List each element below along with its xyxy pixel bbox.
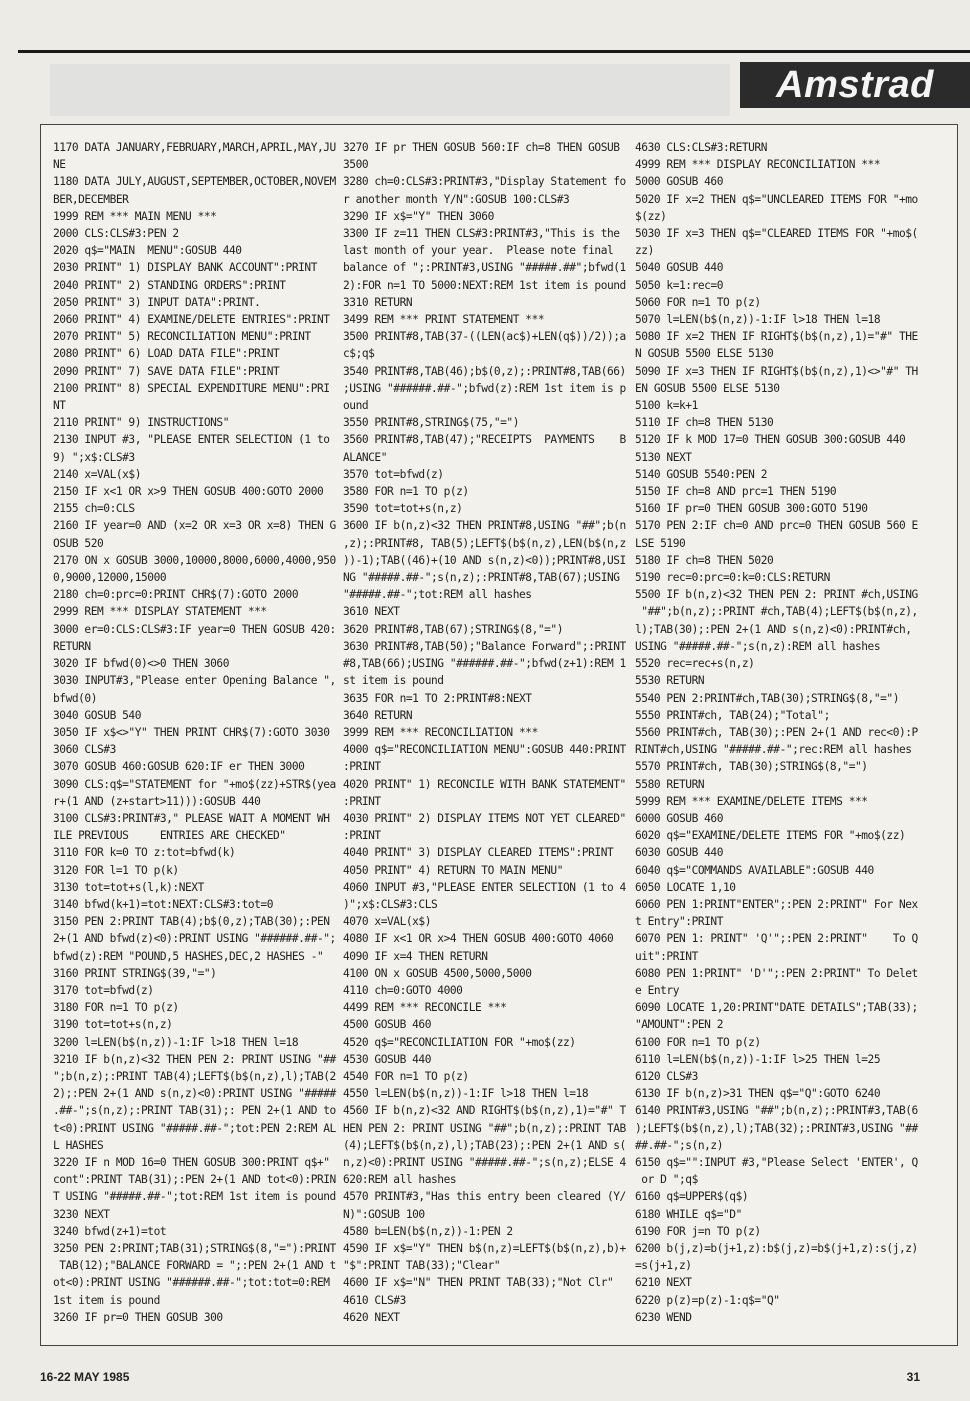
code-line: 3060 CLS#3 (53, 743, 116, 757)
code-line: 4080 IF x<1 OR x>4 THEN GOSUB 400:GOTO 4060 (343, 932, 614, 946)
code-line: 2150 IF x<1 OR x>9 THEN GOSUB 400:GOTO 2000 (53, 485, 324, 499)
code-line: 5040 GOSUB 440 (635, 261, 723, 275)
code-line: 3160 PRINT STRING$(39,"=") (53, 966, 217, 980)
code-line: 6180 WHILE q$="D" (635, 1207, 742, 1221)
code-line: 2);:PEN 2+(1 AND s(n,z)<0):PRINT USING "##### (53, 1087, 336, 1101)
code-line: 4550 l=LEN(b$(n,z))-1:IF l>18 THEN l=18 (343, 1087, 589, 1101)
code-line: L HASHES (53, 1138, 104, 1152)
code-line: 4050 PRINT" 4) RETURN TO MAIN MENU" (343, 863, 563, 877)
code-line: 2180 ch=0:prc=0:PRINT CHR$(7):GOTO 2000 (53, 588, 299, 602)
code-line: 3500 (343, 158, 369, 172)
code-line: 5160 IF pr=0 THEN GOSUB 300:GOTO 5190 (635, 502, 868, 516)
code-line: ;USING "######.##-";bfwd(z):REM 1st item is p (343, 381, 626, 395)
code-line: 3020 IF bfwd(0)<>0 THEN 3060 (53, 657, 229, 671)
code-line: 6200 b(j,z)=b(j+1,z):b$(j,z)=b$(j+1,z):s(j,z) (635, 1242, 918, 1255)
code-line: (4);LEFT$(b$(n,z),l);TAB(23);:PEN 2+(1 AND s( (343, 1138, 626, 1152)
code-line: 6050 LOCATE 1,10 (635, 880, 736, 894)
code-line: 3260 IF pr=0 THEN GOSUB 300 (53, 1310, 223, 1324)
code-line: uit":PRINT (635, 949, 698, 963)
code-line: 5030 IF x=3 THEN q$="CLEARED ITEMS FOR "+mo$( (635, 227, 918, 241)
code-line: "##";b(n,z);:PRINT #ch,TAB(4);LEFT$(b$(n,z), (635, 605, 918, 619)
code-line: 2130 INPUT #3, "PLEASE ENTER SELECTION (1 to (53, 433, 330, 447)
code-line: 1180 DATA JULY,AUGUST,SEPTEMBER,OCTOBER,NOVEM (53, 175, 336, 189)
code-line: 0,9000,12000,15000 (53, 571, 167, 585)
code-line: 3310 RETURN (343, 295, 413, 309)
code-line: 3590 tot=tot+s(n,z) (343, 502, 463, 516)
code-line: ))-1);TAB((46)+(10 AND s(n,z)<0));PRINT#8,USI (343, 553, 626, 567)
page-number: 31 (906, 1370, 920, 1384)
code-line: 3540 PRINT#8,TAB(46);b$(0,z);:PRINT#8,TAB(66) (343, 364, 626, 378)
code-line: 3000 er=0:CLS:CLS#3:IF year=0 THEN GOSUB 420: (53, 622, 336, 636)
code-line: BER,DECEMBER (53, 192, 129, 206)
code-line: 6190 FOR j=n TO p(z) (635, 1224, 761, 1238)
code-line: 4630 CLS:CLS#3:RETURN (635, 141, 767, 154)
code-line: 5570 PRINT#ch, TAB(30);STRING$(8,"=") (635, 760, 868, 774)
code-line: 3050 IF x$<>"Y" THEN PRINT CHR$(7):GOTO 3030 (53, 725, 330, 739)
code-line: RETURN (53, 639, 91, 653)
code-line: cont":PRINT TAB(31);:PEN 2+(1 AND tot<0):PRIN (53, 1173, 336, 1187)
code-line: T USING "#####.##-";tot:REM 1st item is pound (53, 1190, 336, 1204)
code-line: 4530 GOSUB 440 (343, 1052, 431, 1066)
code-line: 3610 NEXT (343, 605, 400, 619)
code-line: 6080 PEN 1:PRINT" 'D'";:PEN 2:PRINT" To Delet (635, 966, 918, 980)
code-line: 2050 PRINT" 3) INPUT DATA":PRINT. (53, 295, 261, 309)
code-line: 6030 GOSUB 440 (635, 846, 723, 860)
code-line: 5070 l=LEN(b$(n,z))-1:IF l>18 THEN l=18 (635, 313, 881, 327)
code-line: 4560 IF b(n,z)<32 AND RIGHT$(b$(n,z),1)="#" T (343, 1104, 626, 1118)
code-line: 4610 CLS#3 (343, 1293, 406, 1307)
code-line: 3640 RETURN (343, 708, 413, 722)
code-line: 2020 q$="MAIN MENU":GOSUB 440 (53, 244, 242, 258)
code-line: EN GOSUB 5500 ELSE 5130 (635, 381, 780, 395)
code-line: 5530 RETURN (635, 674, 705, 688)
code-line: 4600 IF x$="N" THEN PRINT TAB(33);"Not Clr" (343, 1276, 614, 1290)
code-line: 2155 ch=0:CLS (53, 502, 135, 516)
code-line: 3280 ch=0:CLS#3:PRINT#3,"Display Statement fo (343, 175, 626, 189)
code-line: 5180 IF ch=8 THEN 5020 (635, 553, 774, 567)
code-line: 4590 IF x$="Y" THEN b$(n,z)=LEFT$(b$(n,z),b)+ (343, 1242, 626, 1255)
code-line: 3100 CLS#3:PRINT#3," PLEASE WAIT A MOMENT WH (53, 811, 330, 825)
code-line: 3210 IF b(n,z)<32 THEN PEN 2: PRINT USING "## (53, 1052, 336, 1066)
code-line: 4500 GOSUB 460 (343, 1018, 431, 1032)
faded-header-band (50, 64, 730, 116)
code-line: 6140 PRINT#3,USING "##";b(n,z);:PRINT#3,TAB(6 (635, 1104, 918, 1118)
code-line: 2040 PRINT" 2) STANDING ORDERS":PRINT (53, 278, 286, 292)
code-line: N GOSUB 5500 ELSE 5130 (635, 347, 774, 361)
code-line: $(zz) (635, 209, 667, 223)
code-line: 5020 IF x=2 THEN q$="UNCLEARED ITEMS FOR "+mo (635, 192, 918, 206)
code-line: 3120 FOR l=1 TO p(k) (53, 863, 179, 877)
code-line: 5060 FOR n=1 TO p(z) (635, 295, 761, 309)
code-line: ALANCE" (343, 450, 387, 464)
code-line: 6060 PEN 1:PRINT"ENTER";:PEN 2:PRINT" For Nex (635, 897, 918, 911)
code-line: ot<0):PRINT USING "######.##-";tot:tot=0:REM (53, 1276, 330, 1290)
code-line: 5000 GOSUB 460 (635, 175, 723, 189)
program-listing (40, 124, 958, 1346)
code-line: 5520 rec=rec+s(n,z) (635, 657, 755, 671)
code-line: 4060 INPUT #3,"PLEASE ENTER SELECTION (1 to 4 (343, 880, 626, 894)
code-line: t<0):PRINT USING "#####.##-";tot:PEN 2:REM AL (53, 1121, 336, 1135)
code-line: 6160 q$=UPPER$(q$) (635, 1190, 749, 1204)
code-line: 4020 PRINT" 1) RECONCILE WITH BANK STATEMENT" (343, 777, 626, 791)
code-line: zz) (635, 244, 654, 258)
code-line: );LEFT$(b$(n,z),l);TAB(32);:PRINT#3,USING "## (635, 1121, 918, 1135)
code-line: "$":PRINT TAB(33);"Clear" (343, 1259, 501, 1273)
code-line: 3290 IF x$="Y" THEN 3060 (343, 209, 494, 223)
code-line: HEN PEN 2: PRINT USING "##";b(n,z);:PRINT TAB (343, 1121, 626, 1135)
code-line: 5090 IF x=3 THEN IF RIGHT$(b$(n,z),1)<>"#" TH (635, 364, 918, 378)
code-line: c$;q$ (343, 347, 375, 361)
code-line: 3130 tot=tot+s(l,k):NEXT (53, 880, 204, 894)
code-line: 6070 PEN 1: PRINT" 'Q'";:PEN 2:PRINT" To Q (635, 932, 918, 946)
code-line: 5560 PRINT#ch, TAB(30);:PEN 2+(1 AND rec<0):P (635, 725, 918, 739)
code-line: 5500 IF b(n,z)<32 THEN PEN 2: PRINT #ch,USING (635, 588, 918, 602)
code-line: )";x$:CLS#3:CLS (343, 897, 438, 911)
code-line: 2060 PRINT" 4) EXAMINE/DELETE ENTRIES":PRINT (53, 313, 330, 327)
code-line: r+(1 AND (z+start>11))):GOSUB 440 (53, 794, 261, 808)
code-line: 4580 b=LEN(b$(n,z))-1:PEN 2 (343, 1224, 513, 1238)
code-line: 3630 PRINT#8,TAB(50);"Balance Forward";:PRINT (343, 639, 626, 653)
code-line: bfwd(0) (53, 691, 97, 705)
code-line: 5150 IF ch=8 AND prc=1 THEN 5190 (635, 485, 837, 499)
code-line: 6110 l=LEN(b$(n,z))-1:IF l>25 THEN l=25 (635, 1052, 881, 1066)
code-line: 5130 NEXT (635, 450, 692, 464)
code-line: N)":GOSUB 100 (343, 1207, 425, 1221)
code-line: 5140 GOSUB 5540:PEN 2 (635, 467, 767, 481)
code-line: 5110 IF ch=8 THEN 5130 (635, 416, 774, 430)
listing-column-1 (53, 139, 343, 1326)
code-line: 5050 k=1:rec=0 (635, 278, 723, 292)
code-line: 5190 rec=0:prc=0:k=0:CLS:RETURN (635, 571, 830, 585)
code-line: 3190 tot=tot+s(n,z) (53, 1018, 173, 1032)
code-line: last month of your year. Please note final (343, 244, 614, 258)
code-line: 3230 NEXT (53, 1207, 110, 1221)
code-line: balance of ";:PRINT#3,USING "#####.##";bfwd(1 (343, 261, 626, 275)
issue-date: 16-22 MAY 1985 (40, 1370, 130, 1384)
code-line: :PRINT (343, 794, 381, 808)
code-line: 3250 PEN 2:PRINT;TAB(31);STRING$(8,"="):PRINT (53, 1242, 336, 1255)
listing-column-3 (635, 139, 947, 1326)
code-line: n,z)<0):PRINT USING "#####.##-";s(n,z);ELSE 4 (343, 1155, 626, 1169)
code-line: 3170 tot=bfwd(z) (53, 983, 154, 997)
code-line: 3620 PRINT#8,TAB(67);STRING$(8,"=") (343, 622, 563, 636)
code-line: OSUB 520 (53, 536, 104, 550)
code-line: 4499 REM *** RECONCILE *** (343, 1001, 507, 1015)
code-line: 1170 DATA JANUARY,FEBRUARY,MARCH,APRIL,MAY,JU (53, 141, 336, 154)
code-line: 5170 PEN 2:IF ch=0 AND prc=0 THEN GOSUB 560 E (635, 519, 918, 533)
code-line: 1st item is pound (53, 1293, 160, 1307)
code-line: 4520 q$="RECONCILIATION FOR "+mo$(zz) (343, 1035, 576, 1049)
code-line: 5540 PEN 2:PRINT#ch,TAB(30);STRING$(8,"=") (635, 691, 899, 705)
code-line: r another month Y/N":GOSUB 100:CLS#3 (343, 192, 570, 206)
code-line: :PRINT (343, 760, 381, 774)
code-line: or D ";q$ (635, 1173, 698, 1187)
code-line: 5550 PRINT#ch, TAB(24);"Total"; (635, 708, 830, 722)
code-line: RINT#ch,USING "#####.##-";rec:REM all hashes (635, 743, 912, 757)
code-line: 4030 PRINT" 2) DISPLAY ITEMS NOT YET CLEARED" (343, 811, 626, 825)
code-line: 3499 REM *** PRINT STATEMENT *** (343, 313, 545, 327)
code-line: 2070 PRINT" 5) RECONCILIATION MENU":PRINT (53, 330, 311, 344)
code-line: USING "#####.##-";s(n,z):REM all hashes (635, 639, 881, 653)
code-line: 9) ";x$:CLS#3 (53, 450, 135, 464)
code-line: 5080 IF x=2 THEN IF RIGHT$(b$(n,z),1)="#" THE (635, 330, 918, 344)
code-line: 3600 IF b(n,z)<32 THEN PRINT#8,USING "##";b(n (343, 519, 626, 533)
code-line: 6150 q$="":INPUT #3,"Please Select 'ENTER', Q (635, 1155, 918, 1169)
code-line: :PRINT (343, 829, 381, 843)
code-line: 3270 IF pr THEN GOSUB 560:IF ch=8 THEN GOSUB (343, 141, 620, 154)
code-line: 5999 REM *** EXAMINE/DELETE ITEMS *** (635, 794, 868, 808)
code-line: 3300 IF z=11 THEN CLS#3:PRINT#3,"This is the (343, 227, 620, 241)
code-line: 2999 REM *** DISPLAY STATEMENT *** (53, 605, 267, 619)
code-line: 6020 q$="EXAMINE/DELETE ITEMS FOR "+mo$(zz) (635, 829, 906, 843)
code-line: LSE 5190 (635, 536, 686, 550)
code-line: 6100 FOR n=1 TO p(z) (635, 1035, 761, 1049)
code-line: 620:REM all hashes (343, 1173, 457, 1187)
code-line: 2140 x=VAL(x$) (53, 467, 141, 481)
code-line: ";b(n,z);:PRINT TAB(4);LEFT$(b$(n,z),l);TAB(2 (53, 1069, 336, 1083)
code-line: ##.##-";s(n,z) (635, 1138, 723, 1152)
code-line: 6230 WEND (635, 1310, 692, 1324)
code-line: 6090 LOCATE 1,20:PRINT"DATE DETAILS";TAB(33); (635, 1001, 918, 1015)
code-line: 2170 ON x GOSUB 3000,10000,8000,6000,4000,950 (53, 553, 336, 567)
code-line: 3220 IF n MOD 16=0 THEN GOSUB 300:PRINT q$+" (53, 1155, 330, 1169)
code-line: 4999 REM *** DISPLAY RECONCILIATION *** (635, 158, 881, 172)
code-line: 2090 PRINT" 7) SAVE DATA FILE":PRINT (53, 364, 280, 378)
code-line: 3200 l=LEN(b$(n,z))-1:IF l>18 THEN l=18 (53, 1035, 299, 1049)
code-line: 2030 PRINT" 1) DISPLAY BANK ACCOUNT":PRINT (53, 261, 317, 275)
code-line: 4070 x=VAL(x$) (343, 915, 431, 929)
code-line: 5100 k=k+1 (635, 399, 698, 413)
code-line: bfwd(z):REM "POUND,5 HASHES,DEC,2 HASHES -" (53, 949, 324, 963)
code-line: 4110 ch=0:GOTO 4000 (343, 983, 463, 997)
code-line: 3030 INPUT#3,"Please enter Opening Balance ", (53, 674, 336, 688)
code-line: 5120 IF k MOD 17=0 THEN GOSUB 300:GOSUB 440 (635, 433, 906, 447)
code-line: 2+(1 AND bfwd(z)<0):PRINT USING "######.##-"; (53, 932, 336, 946)
code-line: 2160 IF year=0 AND (x=2 OR x=3 OR x=8) THEN G (53, 519, 336, 533)
code-line: 4570 PRINT#3,"Has this entry been cleared (Y/ (343, 1190, 626, 1204)
code-line: NE (53, 158, 66, 172)
code-line: 3140 bfwd(k+1)=tot:NEXT:CLS#3:tot=0 (53, 897, 273, 911)
code-line: ound (343, 399, 369, 413)
code-line: 3560 PRINT#8,TAB(47);"RECEIPTS PAYMENTS B (343, 433, 626, 447)
code-line: ,z);:PRINT#8, TAB(5);LEFT$(b$(n,z),LEN(b$(n,z (343, 536, 626, 550)
code-line: 6220 p(z)=p(z)-1:q$="Q" (635, 1293, 780, 1307)
code-line: 3550 PRINT#8,STRING$(75,"=") (343, 416, 519, 430)
code-line: 2110 PRINT" 9) INSTRUCTIONS" (53, 416, 229, 430)
code-line: 3580 FOR n=1 TO p(z) (343, 485, 469, 499)
code-line: 6130 IF b(n,z)>31 THEN q$="Q":GOTO 6240 (635, 1087, 881, 1101)
code-line: 3570 tot=bfwd(z) (343, 467, 444, 481)
code-line: 3090 CLS:q$="STATEMENT for "+mo$(zz)+STR$(yea (53, 777, 336, 791)
code-line: 2100 PRINT" 8) SPECIAL EXPENDITURE MENU":PRI (53, 381, 330, 395)
code-line: 5580 RETURN (635, 777, 705, 791)
code-line: 4090 IF x=4 THEN RETURN (343, 949, 488, 963)
code-line: 6120 CLS#3 (635, 1069, 698, 1083)
code-line: 2):FOR n=1 TO 5000:NEXT:REM 1st item is pound (343, 278, 626, 292)
code-line: NG "#####.##-";s(n,z);:PRINT#8,TAB(67);USING (343, 571, 620, 585)
code-line: NT (53, 399, 66, 413)
code-line: e Entry (635, 983, 679, 997)
code-line: st item is pound (343, 674, 444, 688)
code-line: ILE PREVIOUS ENTRIES ARE CHECKED" (53, 829, 286, 843)
code-line: 4040 PRINT" 3) DISPLAY CLEARED ITEMS":PRINT (343, 846, 614, 860)
code-line: 3999 REM *** RECONCILIATION *** (343, 725, 538, 739)
code-line: 2080 PRINT" 6) LOAD DATA FILE":PRINT (53, 347, 280, 361)
code-line: 6040 q$="COMMANDS AVAILABLE":GOSUB 440 (635, 863, 874, 877)
code-line: 3635 FOR n=1 TO 2:PRINT#8:NEXT (343, 691, 532, 705)
code-line: 4100 ON x GOSUB 4500,5000,5000 (343, 966, 532, 980)
code-line: 3040 GOSUB 540 (53, 708, 141, 722)
code-line: 3070 GOSUB 460:GOSUB 620:IF er THEN 3000 (53, 760, 305, 774)
code-line: 3110 FOR k=0 TO z:tot=bfwd(k) (53, 846, 236, 860)
code-line: 4540 FOR n=1 TO p(z) (343, 1069, 469, 1083)
code-line: 4000 q$="RECONCILIATION MENU":GOSUB 440:PRINT (343, 743, 626, 757)
code-line: .##-";s(n,z);:PRINT TAB(31);: PEN 2+(1 AND to (53, 1104, 336, 1118)
code-line: #8,TAB(66);USING "######.##-";bfwd(z+1):REM 1 (343, 657, 626, 671)
code-line: l);TAB(30);:PEN 2+(1 AND s(n,z)<0):PRINT#ch, (635, 622, 912, 636)
code-line: =s(j+1,z) (635, 1259, 692, 1273)
code-line: 6000 GOSUB 460 (635, 811, 723, 825)
top-rule (18, 50, 970, 53)
code-line: "#####.##-";tot:REM all hashes (343, 588, 532, 602)
code-line: 3500 PRINT#8,TAB(37-((LEN(ac$)+LEN(q$))/2));a (343, 330, 626, 344)
code-line: t Entry":PRINT (635, 915, 723, 929)
code-line: TAB(12);"BALANCE FORWARD = ";:PEN 2+(1 AND t (53, 1259, 336, 1273)
code-line: 1999 REM *** MAIN MENU *** (53, 209, 217, 223)
code-line: 2000 CLS:CLS#3:PEN 2 (53, 227, 179, 241)
code-line: 3240 bfwd(z+1)=tot (53, 1224, 167, 1238)
code-line: 3180 FOR n=1 TO p(z) (53, 1001, 179, 1015)
listing-column-2 (343, 139, 635, 1326)
code-line: 4620 NEXT (343, 1310, 400, 1324)
code-line: "AMOUNT":PEN 2 (635, 1018, 723, 1032)
section-banner: Amstrad (740, 62, 970, 108)
code-line: 6210 NEXT (635, 1276, 692, 1290)
code-line: 3150 PEN 2:PRINT TAB(4);b$(0,z);TAB(30);:PEN (53, 915, 330, 929)
